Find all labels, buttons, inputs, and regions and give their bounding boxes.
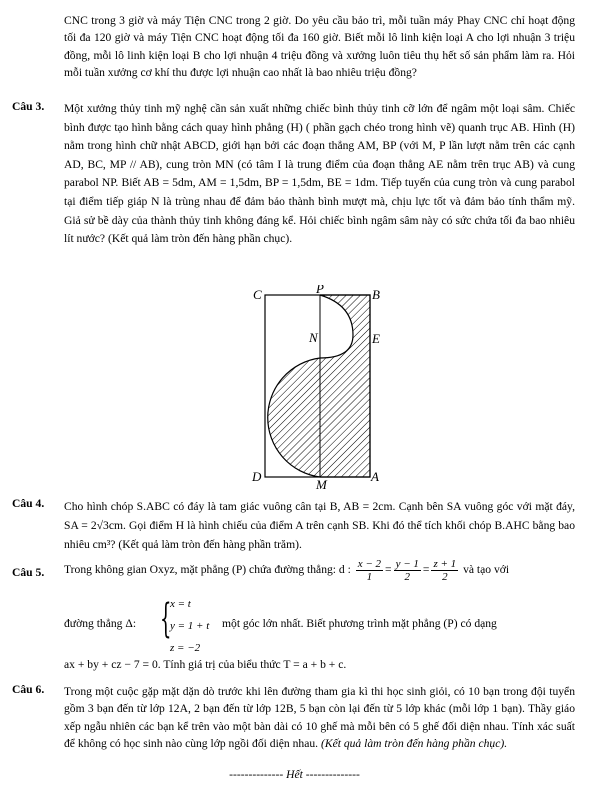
sys-line-1: x = t (170, 598, 191, 610)
q6-text (64, 683, 575, 753)
q5-label: Câu 5. (12, 566, 45, 579)
q5-line1-a: Trong không gian Oxyz, mặt phẳng (P) chứa đường thẳng: d : (64, 563, 351, 577)
intro-paragraph: CNC trong 3 giờ và máy Tiện CNC trong 2 giờ. Do yêu cầu bảo trì, mỗi tuần máy Phay CNC chỉ hoạt động tối đa 120 giờ và máy Tiện CNC hoạt động tối đa 160 giờ. Biết mỗi lô linh kiện loại A cho lợi nhuận 3 triệu đồng, mỗi lô linh kiện loại B cho lợi nhuận 4 triệu đồng và xưởng luôn tiêu thụ hết số sản phẩm làm ra. Hỏi mỗi tuần xưởng cơ khí thu được lợi nhuận cao nhất là bao nhiêu triệu đồng? (64, 14, 575, 80)
label-e: E (372, 331, 380, 346)
q5-line1: Trong không gian Oxyz, mặt phẳng (P) chứa đường thẳng: d : $\frac{x - 2}{1}$ = $\frac{y - 1}{2}$ = $\frac{z + 1}{2}$ và tạo với (64, 558, 510, 583)
q5-line1-b: và tạo với (463, 563, 510, 577)
q6-note: (Kết quả làm tròn đến hàng phần chục). (320, 737, 508, 751)
fraction-z: $\frac{z + 1}{2}$ (433, 558, 457, 583)
q6-body: Trong một cuộc gặp mặt dặn dò trước khi lên đường tham gia kì thi học sinh giỏi, có 10 bạn trong đội tuyển gồm 3 bạn đến từ lớp 12A, 2 bạn đến từ lớp 12B, 5 bạn còn lại đến từ 5 lớp khác (mỗi lớp 1 bạn). Thầy giáo xếp ngẫu nhiên các bạn kể trên vào một bàn dài có 10 ghế mà mỗi bên có 5 ghế đối diện nhau. Tính xác suất để không có học sinh nào cùng lớp ngồi đối diện nhau. (64, 685, 575, 751)
end-marker: -------------- Hết -------------- (229, 768, 360, 781)
q4-text: Cho hình chóp S.ABC có đáy là tam giác vuông cân tại B, AB = 2cm. Cạnh bên SA vuông góc với mặt đáy, SA = 2√3cm. Gọi điểm H là hình chiếu của điểm A trên cạnh SB. Khi đó thể tích khối chóp B.AHC bằng bao nhiêu cm³? (Kết quả làm tròn đến hàng phần trăm). (64, 500, 575, 551)
q5-line2-b: một góc lớn nhất. Biết phương trình mặt phẳng (P) có dạng (222, 617, 497, 630)
label-m: M (316, 477, 327, 490)
sys-line-2: y = 1 + t (170, 620, 210, 632)
label-p: P (316, 285, 324, 296)
hatched-region-h (268, 295, 370, 477)
label-c: C (253, 287, 262, 302)
q5-line3: ax + by + cz − 7 = 0. Tính giá trị của biểu thức T = a + b + c. (64, 658, 347, 671)
sys-line-3: z = −2 (170, 642, 201, 654)
q3-text: Một xưởng thủy tinh mỹ nghệ cần sản xuất những chiếc bình thủy tinh cỡ lớn để ngâm một loại sâm. Chiếc bình được tạo hình bằng cách quay hình phẳng (H) ( phần gạch chéo trong hình vẽ) quanh trục AB. Hình (H) nằm trong hình chữ nhật ABCD, giới hạn bởi các đoạn thẳng AM, BP (với M, P lần lượt nằm trên các cạnh AD, BC, MP // AB), cung tròn MN (có tâm I là trung điểm của đoạn thẳng AE nằm trên trục AB) và cung parabol NP. Biết AB = 5dm, AM = 1,5dm, BP = 1,5dm, BE = 1dm. Tiếp tuyến của cung tròn và cung parabol tại điểm tiếp giáp N là trùng nhau để đảm bảo thành bình mượt mà, chịu lực tốt và đảm bảo tính thẩm mỹ. Giả sử bề dày của thành thủy tinh không đáng kể. Hỏi chiếc bình ngâm sâm này có sức chứa tối đa bao nhiêu lít nước? (Kết quả làm tròn đến hàng phần chục). (64, 102, 575, 246)
label-n: N (309, 330, 318, 345)
q5-line2-a: đường thẳng Δ: (64, 617, 137, 630)
fraction-x: $\frac{x - 2}{1}$ (357, 558, 382, 583)
q6-label: Câu 6. (12, 683, 45, 696)
q3-figure (250, 285, 390, 490)
label-d: D (252, 469, 262, 484)
label-b: B (372, 287, 380, 302)
label-a: A (371, 469, 379, 484)
q3-label: Câu 3. (12, 100, 45, 113)
fraction-y: $\frac{y - 1}{2}$ (395, 558, 419, 583)
q4-label: Câu 4. (12, 497, 45, 510)
system-brace: { (160, 596, 172, 642)
